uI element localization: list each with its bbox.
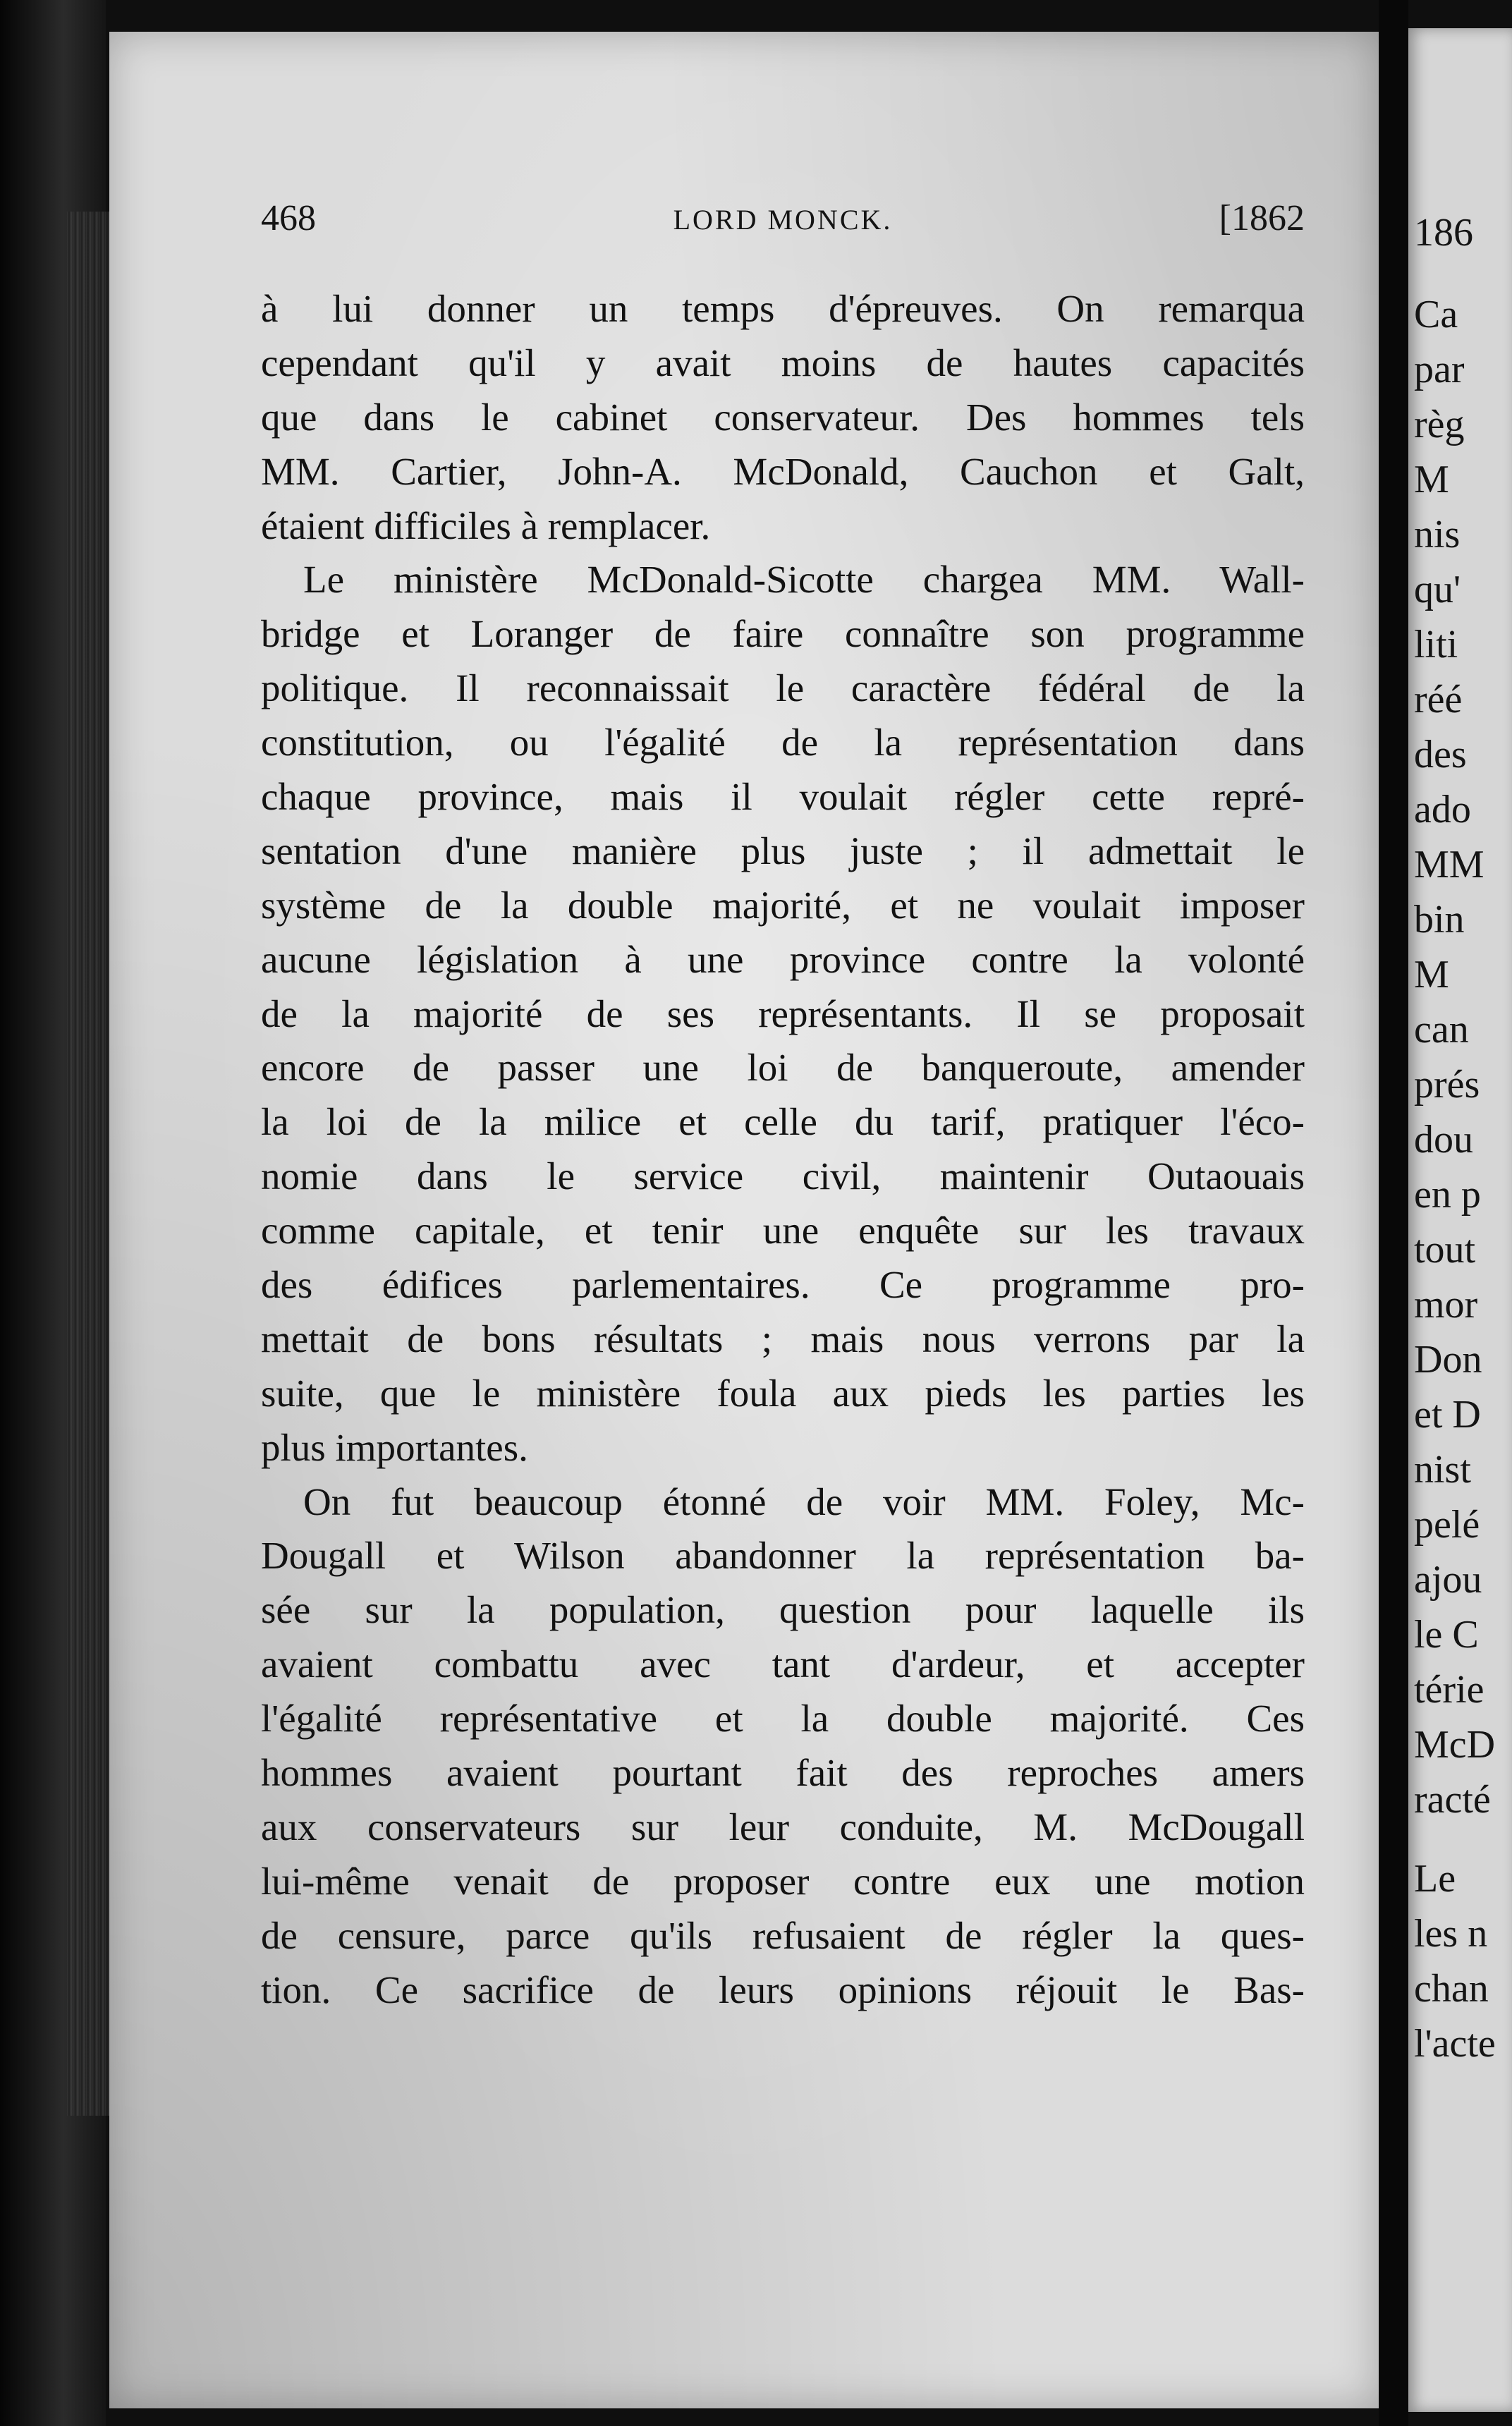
text-line: On fut beaucoup étonné de voir MM. Foley, Mc- <box>303 1480 1305 1523</box>
facing-text-line: Le <box>1414 1857 1456 1901</box>
text-line: constitution, ou l'égalité de la représentation dans <box>261 721 1305 764</box>
text-line: politique. Il reconnaissait le caractère fédéral de la <box>261 666 1305 710</box>
text-line: comme capitale, et tenir une enquête sur les travaux <box>261 1209 1305 1252</box>
text-line: de censure, parce qu'ils refusaient de régler la ques- <box>261 1913 1305 1957</box>
facing-text-line: chan <box>1414 1967 1489 2011</box>
facing-page <box>1408 28 1512 2412</box>
facing-text-line: par <box>1414 348 1465 391</box>
body-text <box>261 282 1305 2018</box>
facing-text-line: McD <box>1414 1723 1496 1767</box>
facing-text-line: le C <box>1414 1613 1479 1657</box>
text-line: sentation d'une manière plus juste ; il admettait le <box>261 829 1305 872</box>
text-line: tion. Ce sacrifice de leurs opinions réjouit le Bas- <box>261 1968 1305 2011</box>
text-line: chaque province, mais il voulait régler cette repré- <box>261 775 1305 819</box>
text-line: aux conservateurs sur leur conduite, M. McDougall <box>261 1805 1305 1848</box>
text-line: hommes avaient pourtant fait des reproches amers <box>261 1751 1305 1795</box>
text-line: lui-même venait de proposer contre eux une motion <box>261 1859 1305 1903</box>
facing-text-line: 186 <box>1414 211 1473 255</box>
facing-text-line: liti <box>1414 623 1458 666</box>
text-line: l'égalité représentative et la double majorité. Ces <box>261 1697 1305 1741</box>
facing-text-line: térie <box>1414 1668 1484 1712</box>
facing-text-line: M <box>1414 458 1449 501</box>
text-line: la loi de la milice et celle du tarif, pratiquer l'éco- <box>261 1100 1305 1144</box>
facing-text-line: dou <box>1414 1118 1473 1162</box>
text-line: MM. Cartier, John-A. McDonald, Cauchon et Galt, <box>261 449 1305 493</box>
facing-text-line: mor <box>1414 1283 1478 1327</box>
facing-text-line: Ca <box>1414 293 1458 336</box>
facing-text-line: nis <box>1414 513 1461 556</box>
facing-text-line: nist <box>1414 1448 1471 1492</box>
page-edges <box>67 212 109 2116</box>
text-line: bridge et Loranger de faire connaître son programme <box>261 612 1305 656</box>
facing-text-line: M <box>1414 953 1449 996</box>
facing-text-line: pelé <box>1414 1503 1480 1547</box>
text-line: à lui donner un temps d'épreuves. On remarqua <box>261 287 1305 330</box>
text-line: Le ministère McDonald-Sicotte chargea MM. Wall- <box>303 558 1305 602</box>
facing-text-line: bin <box>1414 898 1465 941</box>
paragraph <box>261 282 1305 553</box>
text-line: mettait de bons résultats ; mais nous verrons par la <box>261 1317 1305 1360</box>
facing-text-line: can <box>1414 1008 1469 1052</box>
facing-text-line: qu' <box>1414 568 1461 611</box>
text-line: Dougall et Wilson abandonner la représentation ba- <box>261 1534 1305 1578</box>
facing-text-line: des <box>1414 733 1467 776</box>
facing-text-line: MM <box>1414 843 1484 886</box>
text-line: sée sur la population, question pour laquelle ils <box>261 1588 1305 1632</box>
facing-text-line: racté <box>1414 1778 1491 1822</box>
facing-text-line: et D <box>1414 1393 1481 1437</box>
text-line: cependant qu'il y avait moins de hautes capacités <box>261 341 1305 384</box>
facing-text-line: Don <box>1414 1338 1482 1382</box>
running-year: [1862 <box>1219 198 1305 238</box>
facing-text-line: ado <box>1414 788 1471 831</box>
facing-text-line: l'acte <box>1414 2022 1496 2066</box>
text-line: suite, que le ministère foula aux pieds les parties les <box>261 1371 1305 1415</box>
facing-text-line: réé <box>1414 678 1463 721</box>
text-line: étaient difficiles à remplacer. <box>261 504 711 547</box>
facing-text-line: tout <box>1414 1228 1476 1272</box>
running-title: LORD MONCK. <box>673 204 893 236</box>
running-head <box>261 197 1305 247</box>
facing-text-line: règ <box>1414 403 1465 446</box>
facing-text-line: ajou <box>1414 1558 1482 1602</box>
text-line: nomie dans le service civil, maintenir Outaouais <box>261 1154 1305 1198</box>
paragraph <box>261 1475 1305 2018</box>
facing-text-line: les n <box>1414 1912 1488 1956</box>
facing-text-line: en p <box>1414 1173 1481 1217</box>
page-gutter <box>1379 0 1408 2426</box>
text-line: de la majorité de ses représentants. Il se proposait <box>261 992 1305 1035</box>
facing-text-line: prés <box>1414 1063 1480 1107</box>
text-line: aucune législation à une province contre la volonté <box>261 937 1305 981</box>
text-line: que dans le cabinet conservateur. Des hommes tels <box>261 395 1305 439</box>
text-line: des édifices parlementaires. Ce programme pro- <box>261 1263 1305 1307</box>
page-number: 468 <box>261 198 316 238</box>
text-line: système de la double majorité, et ne voulait imposer <box>261 883 1305 927</box>
text-line: avaient combattu avec tant d'ardeur, et accepter <box>261 1642 1305 1686</box>
paragraph <box>261 553 1305 1475</box>
text-line: plus importantes. <box>261 1425 528 1469</box>
text-line: encore de passer une loi de banqueroute, amender <box>261 1046 1305 1090</box>
